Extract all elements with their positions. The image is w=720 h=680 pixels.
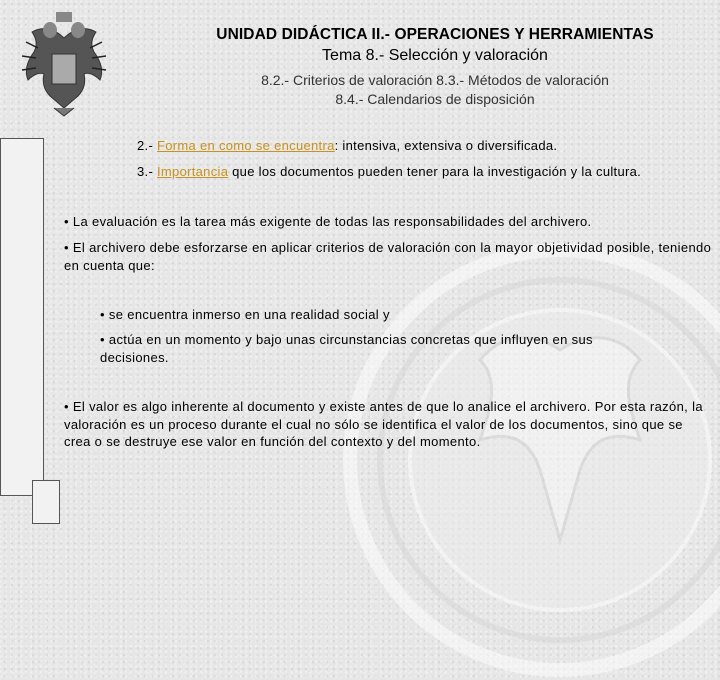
sub-bullet-moment: • actúa en un momento y bajo unas circunstancias concretas que influyen en sus decisiones.: [100, 332, 593, 365]
paragraph-archivist: • El archivero debe esforzarse en aplicar criterios de valoración con la mayor objetividad posible, teniendo en cuenta que:: [64, 240, 712, 273]
criterion-item: [137, 163, 641, 180]
eagle-crest-icon: [14, 8, 114, 120]
criterion-number: 2.-: [137, 138, 154, 153]
page-subtitle: Tema 8.- Selección y valoración: [322, 47, 548, 64]
paragraph-value: • El valor es algo inherente al documento y existe antes de que lo analice el archivero. Por esta razón, la valoración es un proceso durante el cual no sólo se identifica el valor de los documentos, sino que se crea o se destruye ese valor en función del contexto y del momento.: [64, 399, 703, 449]
criterion-keyword-link[interactable]: Forma en como se encuentra: [157, 138, 335, 153]
criterion-number: 3.-: [137, 164, 154, 179]
criterion-keyword-link[interactable]: Importancia: [157, 164, 229, 179]
sub-bullet-social: • se encuentra inmerso en una realidad social y: [100, 307, 390, 322]
criterion-text: que los documentos pueden tener para la investigación y la cultura.: [228, 164, 642, 179]
topics-list: [150, 71, 720, 109]
paragraph-evaluation: • La evaluación es la tarea más exigente de todas las responsabilidades del archivero.: [64, 214, 592, 229]
topics-line-2: 8.4.- Calendarios de disposición: [335, 91, 535, 107]
page-title: UNIDAD DIDÁCTICA II.- OPERACIONES Y HERRAMIENTAS: [216, 26, 654, 43]
sidebar-frame: [0, 138, 44, 496]
criterion-text: : intensiva, extensiva o diversificada.: [334, 138, 558, 153]
sidebar-small-frame: [32, 480, 60, 524]
slide-header: [120, 26, 720, 109]
criterion-item: [137, 137, 557, 154]
topics-line-1: 8.2.- Criterios de valoración 8.3.- Métodos de valoración: [261, 72, 609, 88]
